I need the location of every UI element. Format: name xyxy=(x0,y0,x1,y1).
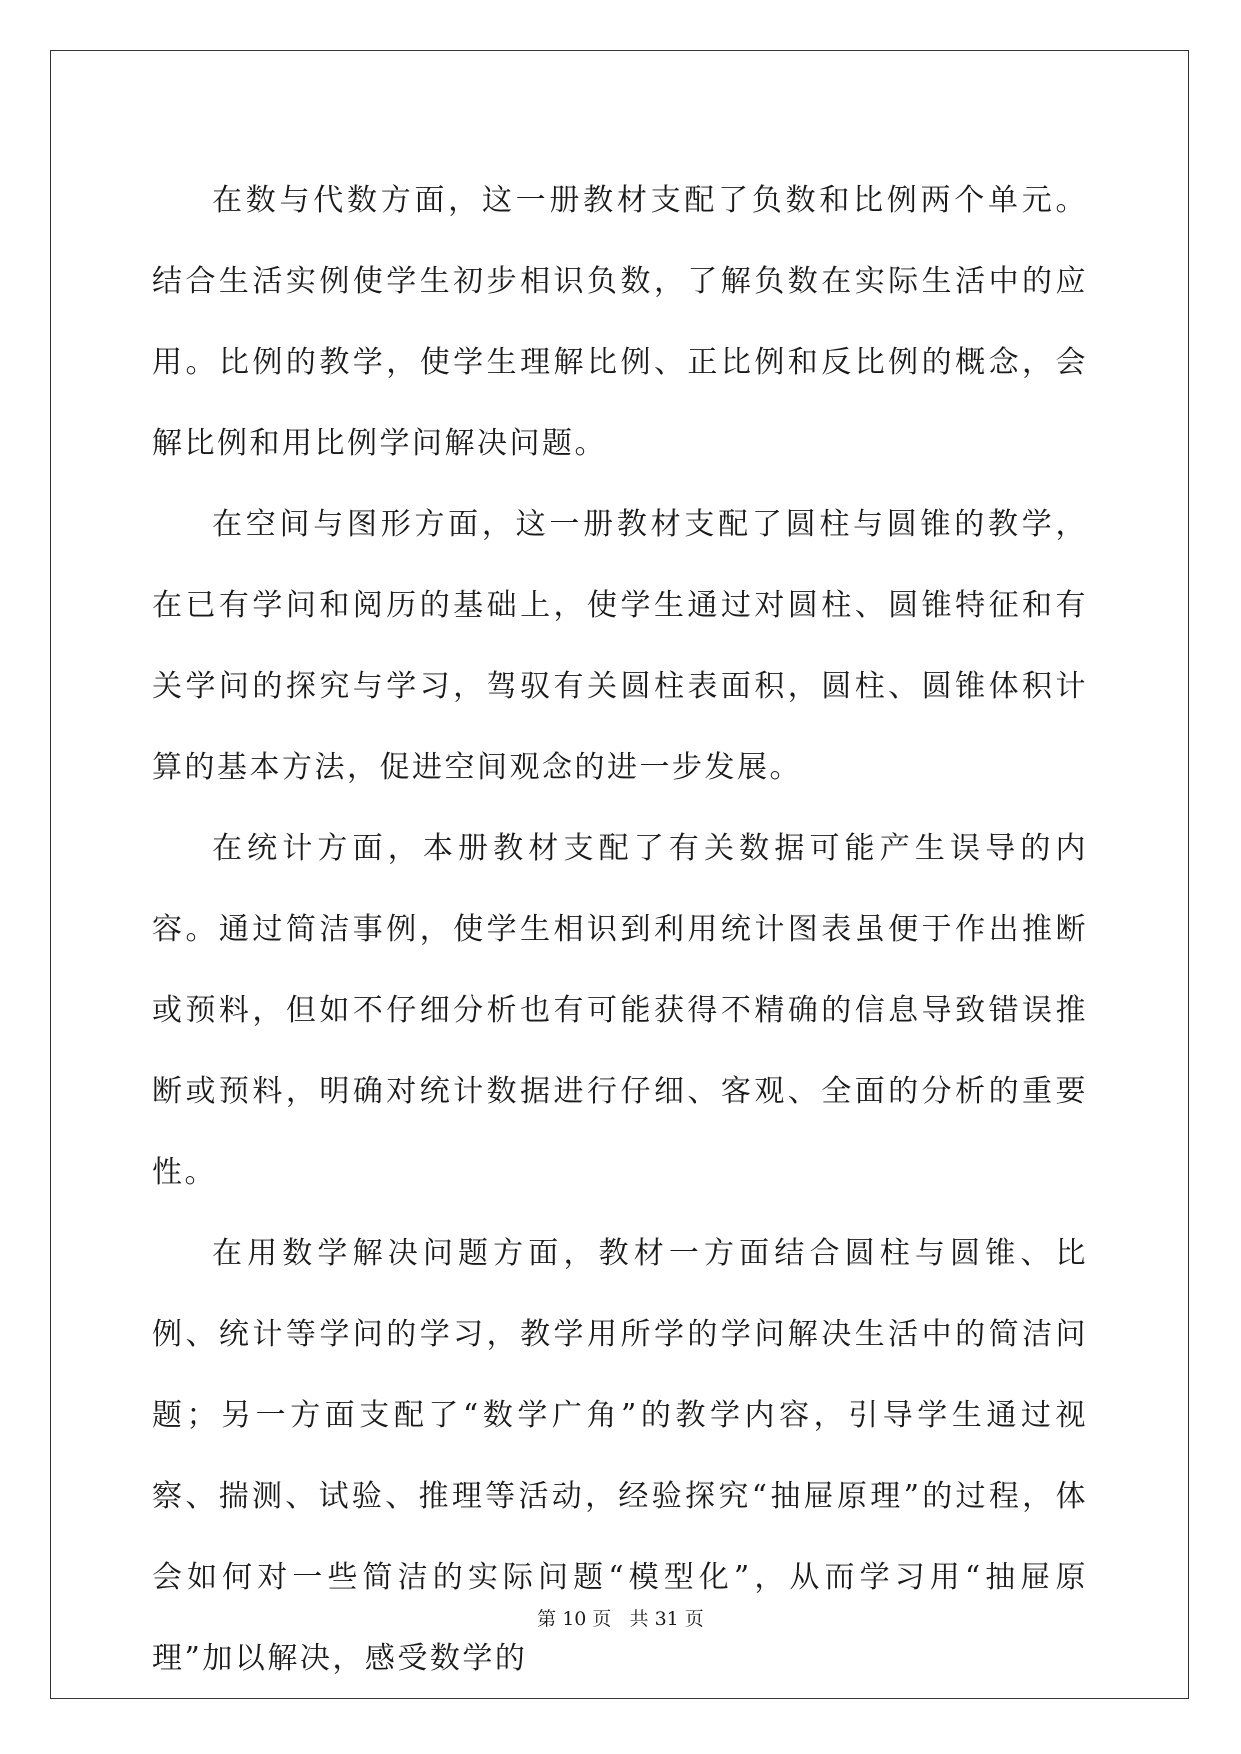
paragraph-problem-solving: 在用数学解决问题方面，教材一方面结合圆柱与圆锥、比例、统计等学问的学习，教学用所学的学问解决生活中的简洁问题；另一方面支配了“数学广角”的教学内容，引导学生通过视察、揣测、试验、推理等活动，经验探究“抽屉原理”的过程，体会如何对一些简洁的实际问题“模型化”，从而学习用“抽屉原理”加以解决，感受数学的 xyxy=(152,1236,1088,1676)
page-footer: 第 10 页 共 31 页 xyxy=(537,1608,704,1630)
paragraph-statistics: 在统计方面，本册教材支配了有关数据可能产生误导的内容。通过简洁事例，使学生相识到利用统计图表虽便于作出推断或预料，但如不仔细分析也有可能获得不精确的信息导致错误推断或预料，明确对统计数据进行仔细、客观、全面的分析的重要性。 xyxy=(152,831,1088,1190)
paragraph-geometry: 在空间与图形方面，这一册教材支配了圆柱与圆锥的教学，在已有学问和阅历的基础上，使学生通过对圆柱、圆锥特征和有关学问的探究与学习，驾驭有关圆柱表面积，圆柱、圆锥体积计算的基本方法，促进空间观念的进一步发展。 xyxy=(152,507,1088,785)
document-body xyxy=(152,160,1088,1699)
paragraph-algebra: 在数与代数方面，这一册教材支配了负数和比例两个单元。结合生活实例使学生初步相识负数，了解负数在实际生活中的应用。比例的教学，使学生理解比例、正比例和反比例的概念，会解比例和用比例学问解决问题。 xyxy=(152,183,1088,461)
